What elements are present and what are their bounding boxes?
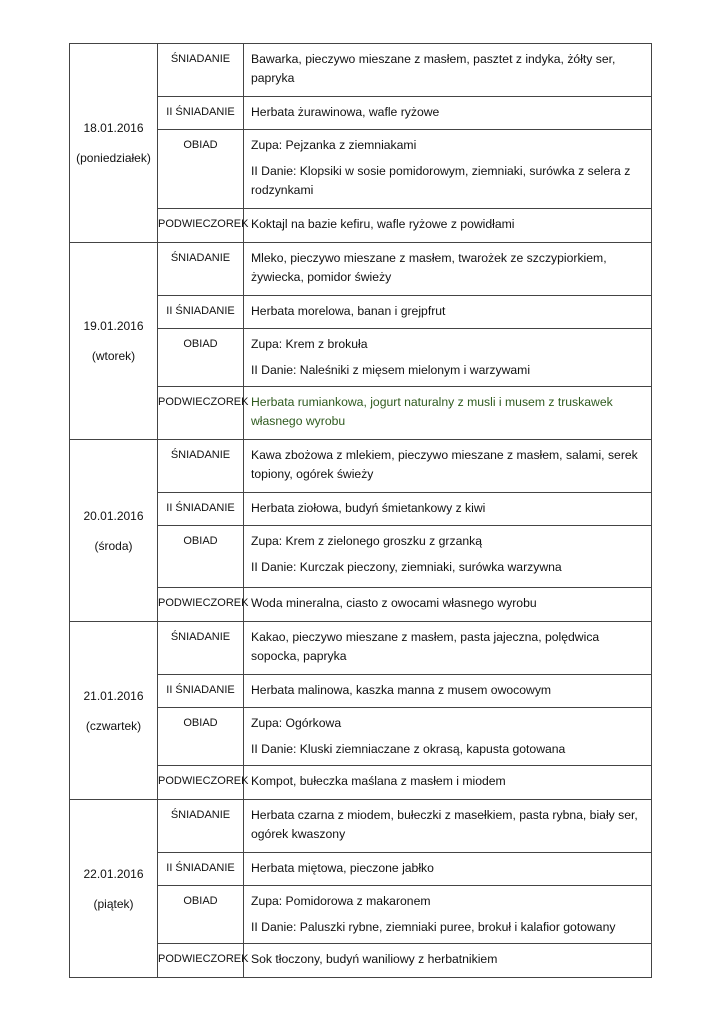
meal-label: OBIAD bbox=[158, 708, 244, 766]
meal-text bbox=[244, 130, 652, 209]
meal-label: ŚNIADANIE bbox=[158, 800, 244, 853]
soup-text: Zupa: Pomidorowa z makaronem bbox=[251, 894, 431, 908]
main-dish-text: II Danie: Kurczak pieczony, ziemniaki, surówka warzywna bbox=[251, 560, 562, 574]
meal-label: OBIAD bbox=[158, 130, 244, 209]
meal-label: ŚNIADANIE bbox=[158, 440, 244, 493]
table-row bbox=[70, 708, 652, 766]
day-weekday: (czwartek) bbox=[85, 718, 142, 733]
meal-text: Herbata malinowa, kaszka manna z musem owocowym bbox=[244, 675, 652, 708]
meal-label: PODWIECZOREK bbox=[158, 944, 244, 978]
table-row bbox=[70, 130, 652, 209]
meal-text: Herbata ziołowa, budyń śmietankowy z kiwi bbox=[244, 493, 652, 526]
main-dish-text: II Danie: Naleśniki z mięsem mielonym i warzywami bbox=[251, 363, 531, 377]
day-weekday: (środa) bbox=[94, 538, 133, 553]
meal-text: Bawarka, pieczywo mieszane z masłem, pasztet z indyka, żółty ser, papryka bbox=[244, 44, 652, 97]
day-cell bbox=[70, 44, 158, 243]
meal-text: Mleko, pieczywo mieszane z masłem, twarożek ze szczypiorkiem, żywiecka, pomidor świeży bbox=[244, 243, 652, 296]
day-date: 18.01.2016 bbox=[83, 121, 144, 135]
soup-text: Zupa: Pejzanka z ziemniakami bbox=[251, 138, 417, 152]
meal-label: PODWIECZOREK bbox=[158, 766, 244, 800]
day-weekday: (piątek) bbox=[93, 896, 134, 911]
meal-label: II ŚNIADANIE bbox=[158, 853, 244, 886]
table-row bbox=[70, 243, 652, 296]
table-row bbox=[70, 800, 652, 853]
table-row bbox=[70, 97, 652, 130]
meal-text: Herbata morelowa, banan i grejpfrut bbox=[244, 296, 652, 329]
meal-text bbox=[244, 329, 652, 387]
meal-label: OBIAD bbox=[158, 329, 244, 387]
meal-label: ŚNIADANIE bbox=[158, 622, 244, 675]
day-weekday: (wtorek) bbox=[91, 349, 136, 363]
table-row bbox=[70, 44, 652, 97]
day-weekday: (poniedziałek) bbox=[76, 151, 151, 165]
meal-text bbox=[244, 708, 652, 766]
meal-text: Kakao, pieczywo mieszane z masłem, pasta jajeczna, polędwica sopocka, papryka bbox=[244, 622, 652, 675]
meal-text: Sok tłoczony, budyń waniliowy z herbatnikiem bbox=[244, 944, 652, 978]
meal-label: PODWIECZOREK bbox=[158, 588, 244, 622]
meal-text: Herbata żurawinowa, wafle ryżowe bbox=[244, 97, 652, 130]
table-row bbox=[70, 675, 652, 708]
table-row bbox=[70, 329, 652, 387]
meal-text: Herbata rumiankowa, jogurt naturalny z musli i musem z truskawek własnego wyrobu bbox=[244, 387, 652, 440]
meal-label: ŚNIADANIE bbox=[158, 243, 244, 296]
table-row bbox=[70, 387, 652, 440]
meal-text: Woda mineralna, ciasto z owocami własnego wyrobu bbox=[244, 588, 652, 622]
meal-label: OBIAD bbox=[158, 526, 244, 588]
day-cell bbox=[70, 622, 158, 800]
table-row bbox=[70, 440, 652, 493]
table-row bbox=[70, 588, 652, 622]
day-date: 22.01.2016 bbox=[83, 866, 144, 881]
meal-label: II ŚNIADANIE bbox=[158, 493, 244, 526]
meal-label: II ŚNIADANIE bbox=[158, 675, 244, 708]
meal-text: Herbata miętowa, pieczone jabłko bbox=[244, 853, 652, 886]
day-date: 21.01.2016 bbox=[83, 688, 144, 703]
meal-text: Kompot, bułeczka maślana z masłem i miodem bbox=[244, 766, 652, 800]
meal-label: PODWIECZOREK bbox=[158, 209, 244, 243]
table-row bbox=[70, 296, 652, 329]
day-cell bbox=[70, 800, 158, 978]
meal-text: Kawa zbożowa z mlekiem, pieczywo mieszane z masłem, salami, serek topiony, ogórek świeży bbox=[244, 440, 652, 493]
day-cell bbox=[70, 440, 158, 622]
table-row bbox=[70, 493, 652, 526]
table-row bbox=[70, 622, 652, 675]
soup-text: Zupa: Krem z zielonego groszku z grzanką bbox=[251, 534, 482, 548]
meal-label: ŚNIADANIE bbox=[158, 44, 244, 97]
meal-text bbox=[244, 886, 652, 944]
weekly-menu-table bbox=[69, 43, 652, 978]
main-dish-text: II Danie: Klopsiki w sosie pomidorowym, ziemniaki, surówka z selera z rodzynkami bbox=[251, 164, 631, 197]
meal-text bbox=[244, 526, 652, 588]
table-row bbox=[70, 886, 652, 944]
day-date: 19.01.2016 bbox=[83, 319, 144, 333]
table-row bbox=[70, 944, 652, 978]
meal-label: II ŚNIADANIE bbox=[158, 296, 244, 329]
meal-label: PODWIECZOREK bbox=[158, 387, 244, 440]
soup-text: Zupa: Krem z brokuła bbox=[251, 337, 368, 351]
meal-text: Koktajl na bazie kefiru, wafle ryżowe z powidłami bbox=[244, 209, 652, 243]
table-row bbox=[70, 853, 652, 886]
meal-text: Herbata czarna z miodem, bułeczki z masełkiem, pasta rybna, biały ser, ogórek kwaszony bbox=[244, 800, 652, 853]
table-row bbox=[70, 209, 652, 243]
day-cell bbox=[70, 243, 158, 440]
day-date: 20.01.2016 bbox=[83, 508, 144, 523]
main-dish-text: II Danie: Kluski ziemniaczane z okrasą, kapusta gotowana bbox=[251, 742, 566, 756]
meal-label: II ŚNIADANIE bbox=[158, 97, 244, 130]
main-dish-text: II Danie: Paluszki rybne, ziemniaki puree, brokuł i kalafior gotowany bbox=[251, 920, 616, 934]
table-row bbox=[70, 526, 652, 588]
meal-label: OBIAD bbox=[158, 886, 244, 944]
soup-text: Zupa: Ogórkowa bbox=[251, 716, 342, 730]
table-row bbox=[70, 766, 652, 800]
